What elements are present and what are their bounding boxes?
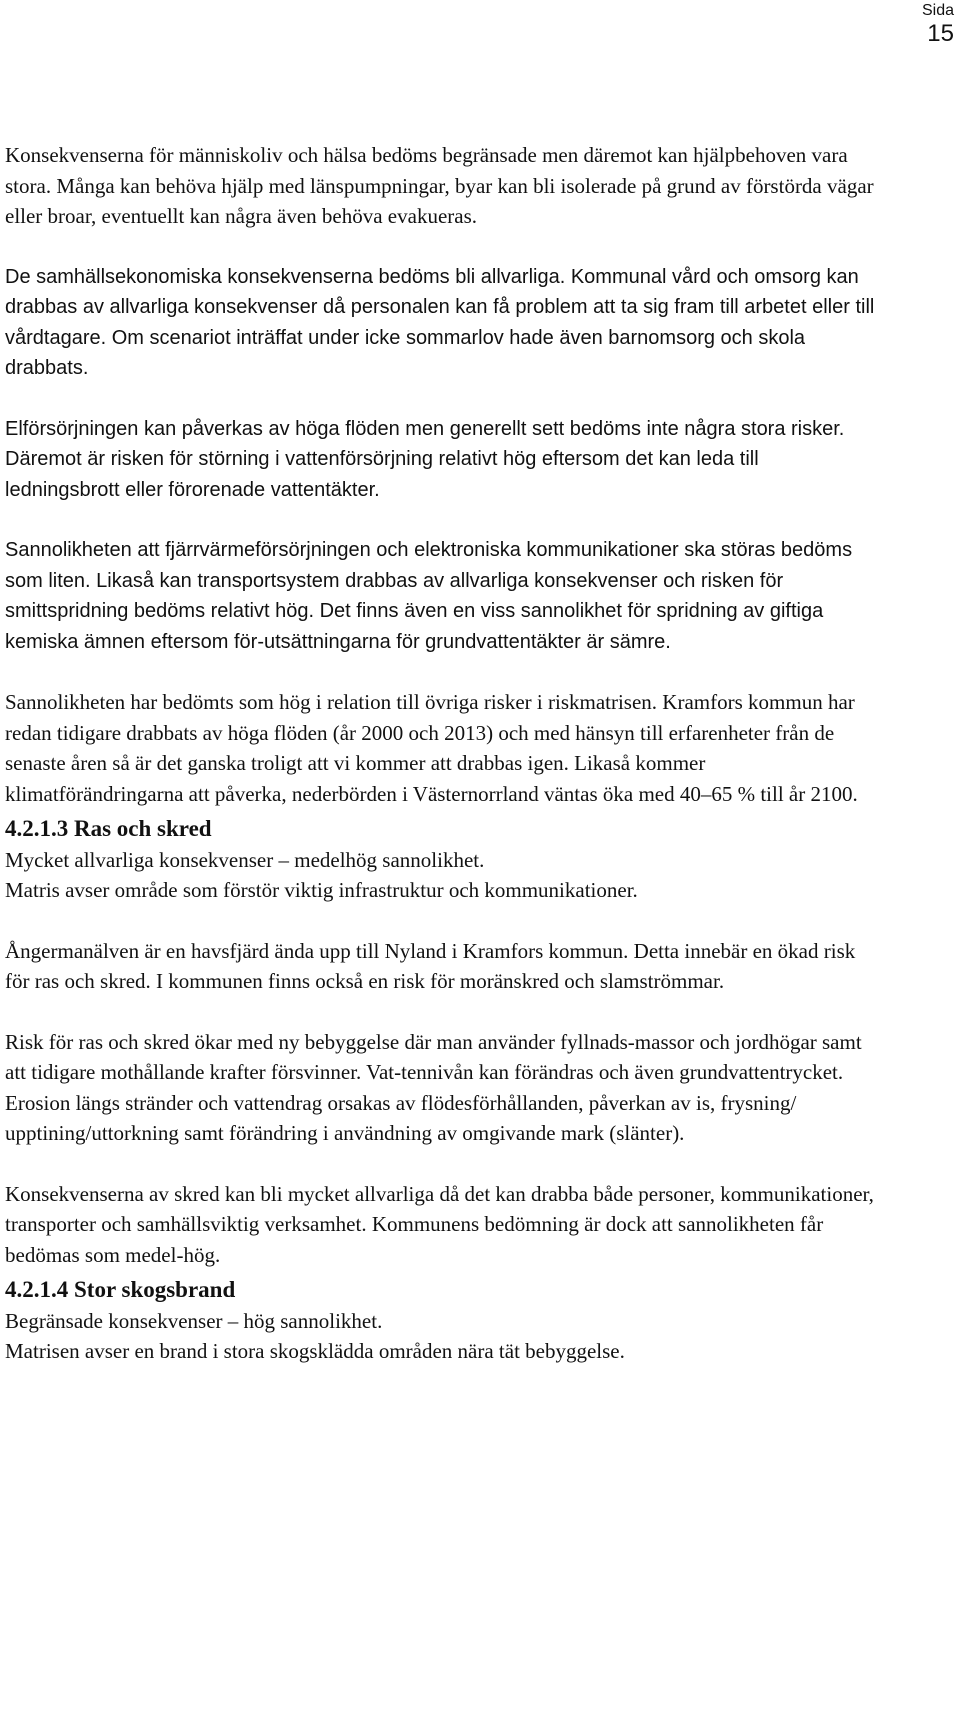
section-heading-ras-och-skred: 4.2.1.3 Ras och skred xyxy=(5,816,212,841)
ras-consequence-line: Mycket allvarliga konsekvenser – medelhög sannolikhet. xyxy=(5,847,485,872)
skogsbrand-consequence-line: Begränsade konsekvenser – hög sannolikhet. xyxy=(5,1308,383,1333)
page-number-label xyxy=(894,2,954,48)
paragraph-power-water: Elförsörjningen kan påverkas av höga flöden men generellt sett bedöms inte några stora risker. Däremot är risken för störning i vattenförsörjning relativt hög eftersom det kan leda till ledningsbrott eller förorenade vattentäkter. xyxy=(5,417,845,501)
paragraph-probability: Sannolikheten har bedömts som hög i relation till övriga risker i riskmatrisen. Kramfors kommun har redan tidigare drabbats av höga flöden (år 2000 och 2013) och med hänsyn till erfarenheter från de senaste åren så är det ganska troligt att vi kommer att drabbas igen. Likaså kommer klimatförändringarna att påverka, nederbörden i Västernorrland väntas öka med 40–65 % till år 2100. xyxy=(5,690,858,806)
paragraph-ras-risk-factors: Risk för ras och skred ökar med ny bebyggelse där man använder fyllnads-massor och jordhögar samt att tidigare mothållande krafter försvinner. Vat-tennivån kan förändras och även grundvattentrycket. Erosion längs stränder och vattendrag orsakas av flödesförhållanden, påverkan av is, frysning/ upptining/uttorkning samt förändring i användning av omgivande mark (slänter). xyxy=(5,1029,862,1145)
section-heading-stor-skogsbrand: 4.2.1.4 Stor skogsbrand xyxy=(5,1277,236,1302)
paragraph-angermanalven: Ångermanälven är en havsfjärd ända upp till Nyland i Kramfors kommun. Detta innebär en ökad risk för ras och skred. I kommunen finns också en risk för moränskred och slamströmmar. xyxy=(5,938,856,993)
page-word: Sida xyxy=(921,2,954,19)
paragraph-economic-consequences: De samhällsekonomiska konsekvenserna bedöms bli allvarliga. Kommunal vård och omsorg kan drabbas av allvarliga konsekvenser då personalen kan få problem att ta sig fram till arbetet eller till vårdtagare. Om scenariot inträffat under icke sommarlov hade även barnomsorg och skola drabbats. xyxy=(5,265,875,379)
document-body xyxy=(5,140,875,1367)
paragraph-skred-consequences: Konsekvenserna av skred kan bli mycket allvarliga då det kan drabba både personer, kommunikationer, transporter och samhällsviktig verksamhet. Kommunens bedömning är dock att sannolikheten får bedömas som medel-hög. xyxy=(5,1181,874,1267)
page-number: 15 xyxy=(927,20,954,47)
paragraph-district-heating: Sannolikheten att fjärrvärmeförsörjningen och elektroniska kommunikationer ska störas bedöms som liten. Likaså kan transportsystem drabbas av allvarliga konsekvenser och risken för smittspridning bedöms relativt hög. Det finns även en viss sannolikhet för spridning av giftiga kemiska ämnen eftersom för-utsättningarna för grundvattentäkter är sämre. xyxy=(5,539,853,653)
skogsbrand-matrix-line: Matrisen avser en brand i stora skogsklädda områden nära tät bebyggelse. xyxy=(5,1339,625,1363)
ras-matrix-line: Matris avser område som förstör viktig infrastruktur och kommunikationer. xyxy=(5,878,638,902)
paragraph-human-consequences: Konsekvenserna för människoliv och hälsa bedöms begränsade men däremot kan hjälpbehoven vara stora. Många kan behöva hjälp med länspumpningar, byar kan bli isolerade på grund av förstörda vägar eller broar, eventuellt kan några även behöva evakueras. xyxy=(5,143,874,228)
